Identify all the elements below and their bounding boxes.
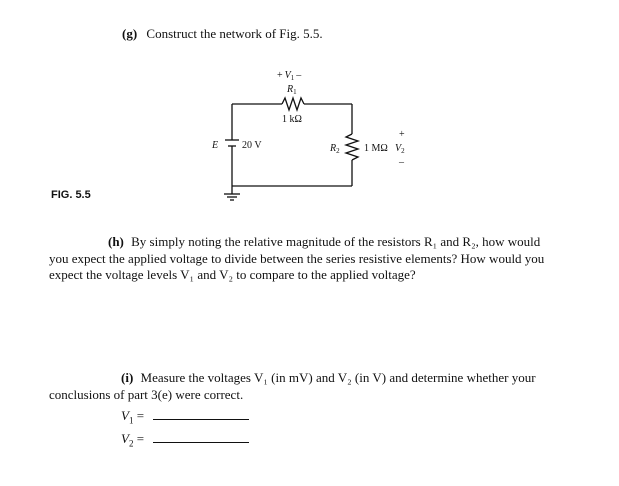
v2-label: $V_2$: [395, 143, 405, 155]
part-h-label: (h): [108, 234, 124, 249]
answer-v1: $V_1$ =: [121, 408, 249, 426]
answer-v2: $V_2$ =: [121, 431, 249, 449]
part-h-line-2: you expect the applied voltage to divide between the series resistive elements? How would you: [49, 250, 545, 266]
v2-plus-label: +: [399, 129, 405, 140]
figure-caption: FIG. 5.5: [51, 189, 91, 201]
r1-value-label: 1 kΩ: [282, 114, 302, 125]
part-h-line-1: (h) By simply noting the relative magnitude of the resistors R₁ and R₂, how would: [108, 234, 541, 249]
part-g-text: Construct the network of Fig. 5.5.: [146, 26, 323, 41]
r2-name-label: $R_2$: [330, 143, 340, 155]
part-h: [49, 234, 544, 284]
part-i-line-2: conclusions of part 3(e) were correct.: [49, 386, 244, 402]
resistor-r2: [346, 134, 358, 160]
part-i: [49, 370, 536, 403]
part-i-line-1: (i) Measure the voltages V₁ (in mV) and V₂ (in V) and determine whether your: [121, 370, 536, 385]
answer-v1-blank[interactable]: [153, 408, 249, 420]
source-value-label: 20 V: [242, 140, 262, 151]
resistor-r1: [282, 98, 304, 110]
r2-value-label: 1 MΩ: [364, 143, 388, 154]
part-g-label: (g): [122, 26, 138, 41]
r1-voltage-label: + $V_1$ –: [277, 70, 302, 82]
r1-name-label: $R_1$: [287, 84, 297, 96]
v2-minus-label: –: [399, 157, 404, 168]
part-h-line-3: expect the voltage levels V₁ and V₂ to compare to the applied voltage?: [49, 267, 416, 282]
part-i-label: (i): [121, 370, 134, 385]
answer-v2-blank[interactable]: [153, 431, 249, 443]
source-name-label: E: [212, 140, 219, 151]
